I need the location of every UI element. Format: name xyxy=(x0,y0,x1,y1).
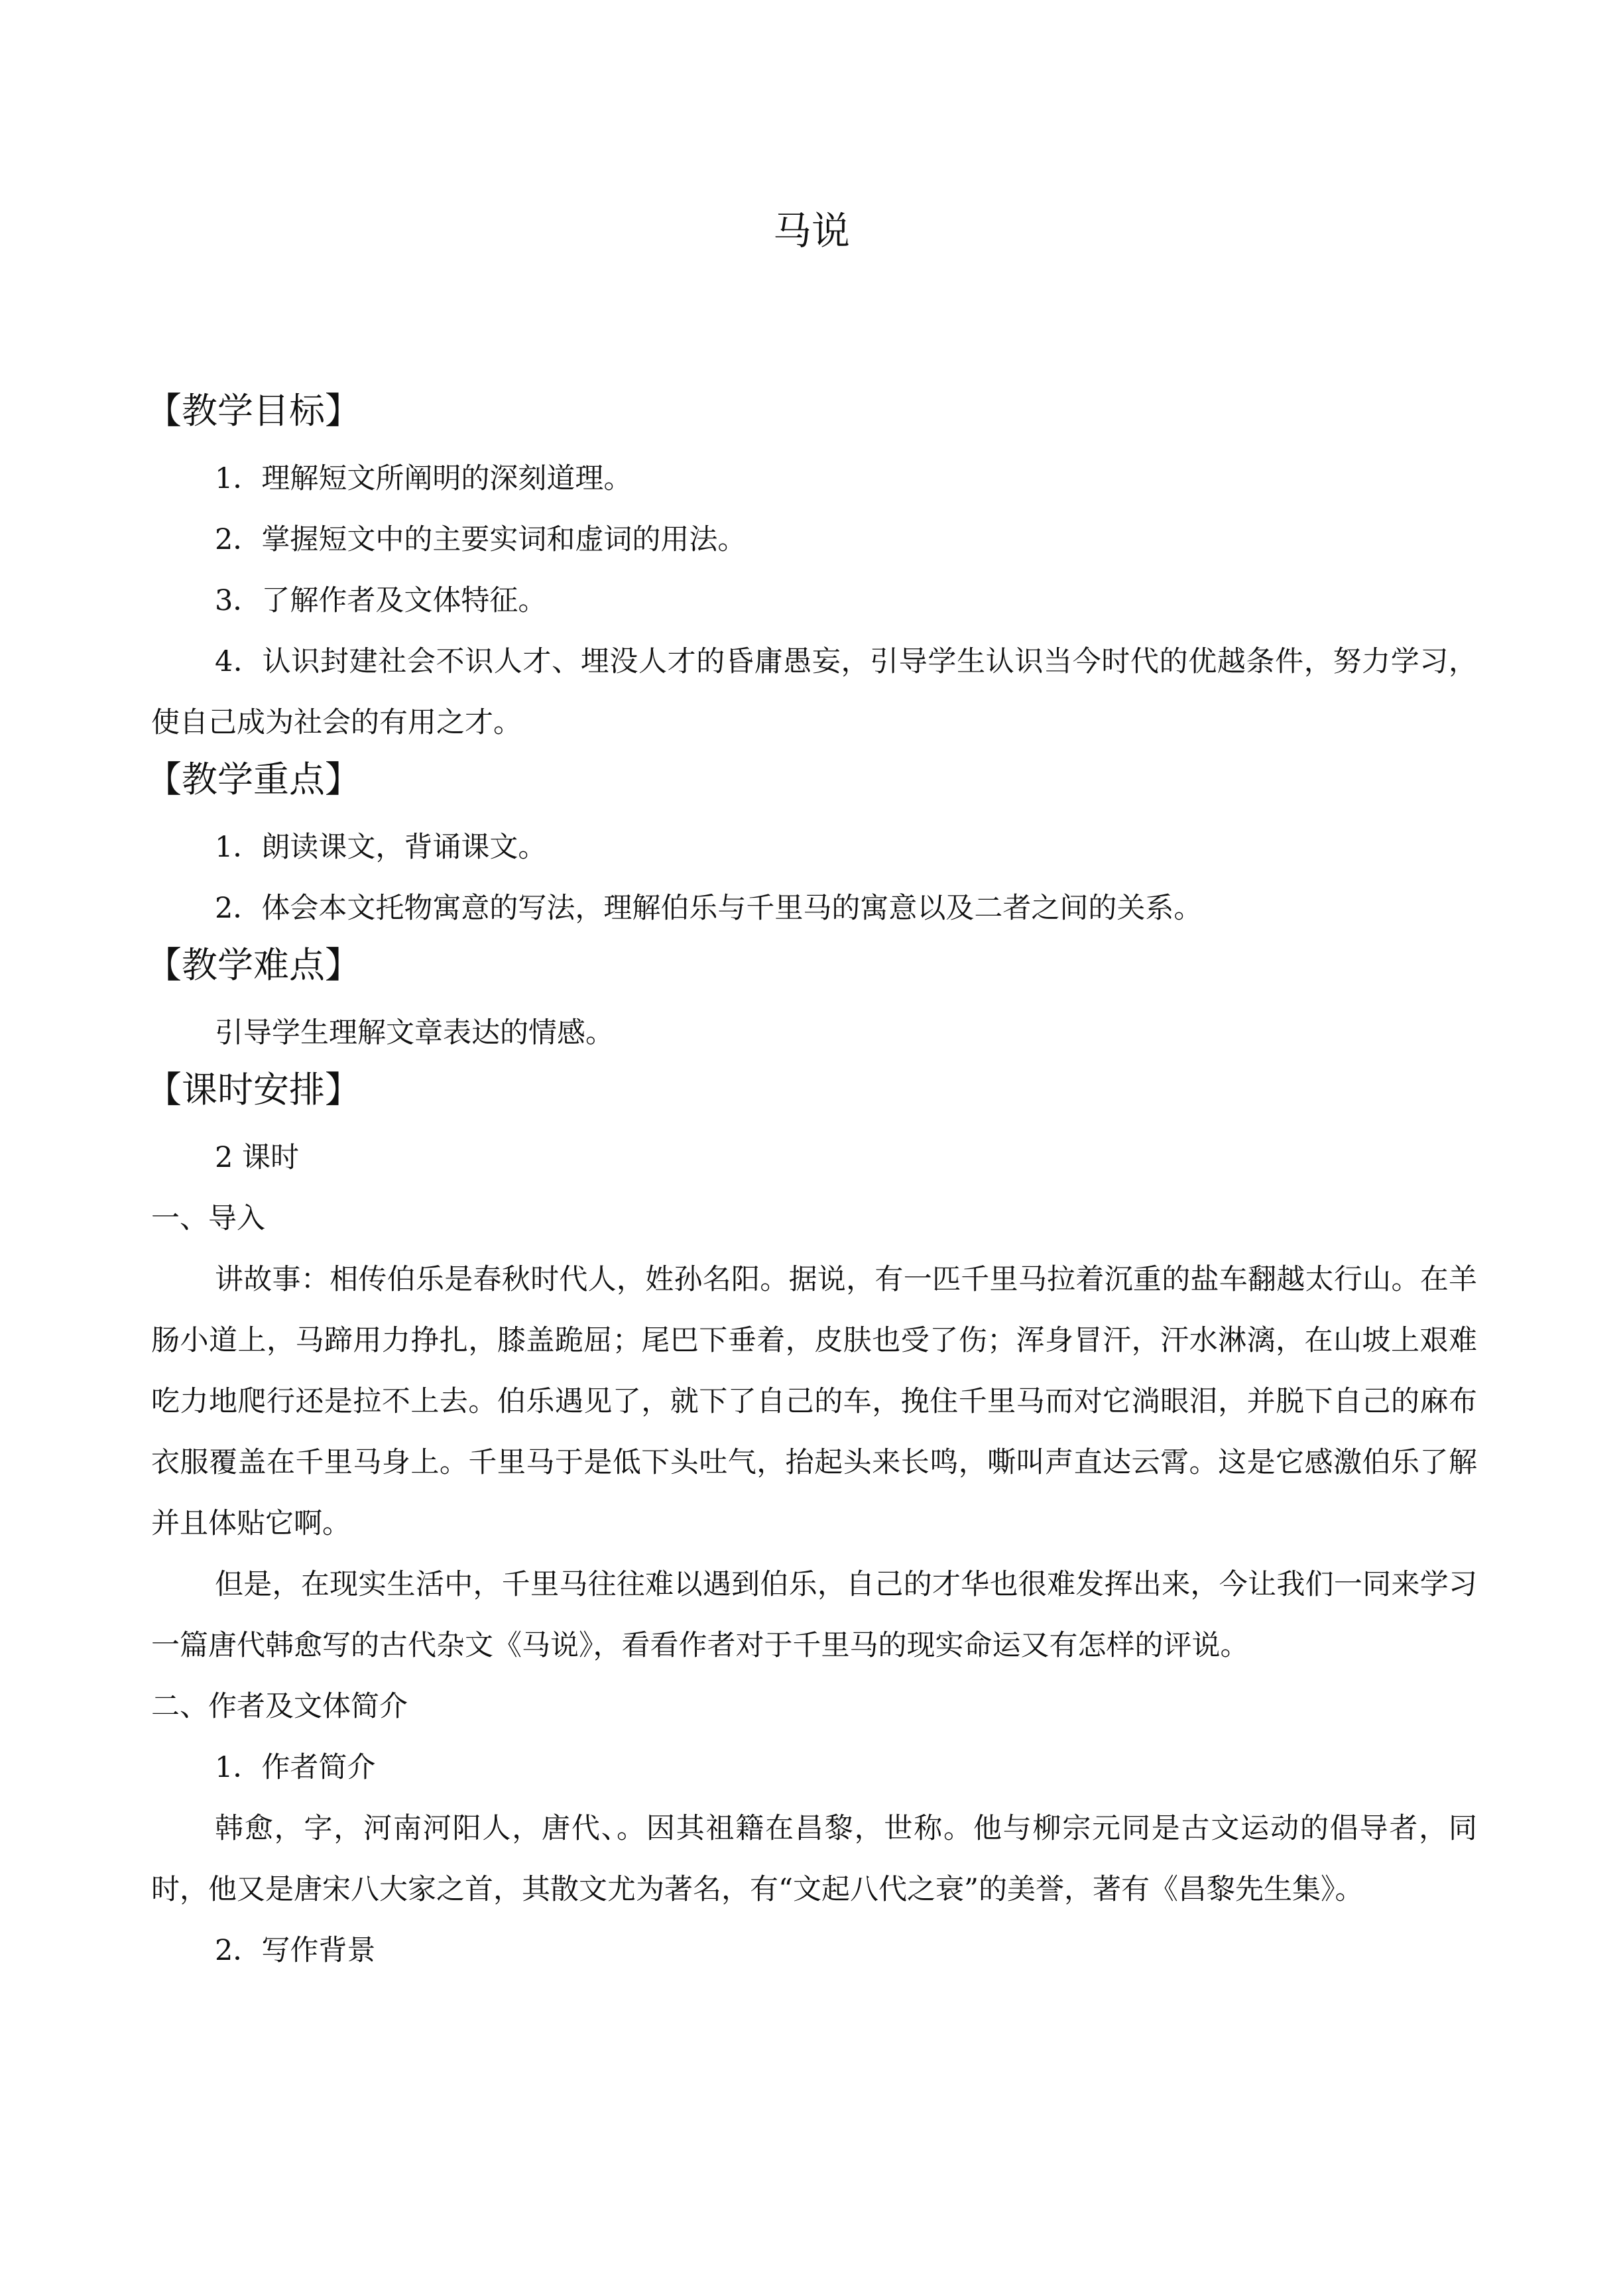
part2-sub1-text: 韩愈，字，河南河阳人，唐代、。因其祖籍在昌黎，世称。他与柳宗元同是古文运动的倡导者，同时，他又是唐宋八大家之首，其散文尤为著名，有“文起八代之衰”的美誉，著有《昌黎先生集》。 xyxy=(151,1812,1477,1906)
heading-key-points: 【教学重点】 xyxy=(146,758,361,800)
part2-sub1-heading: 1．作者简介 xyxy=(215,1751,376,1784)
heading-difficulties: 【教学难点】 xyxy=(146,944,361,986)
objective-item-4: 4．认识封建社会不识人才、埋没人才的昏庸愚妄，引导学生认识当今时代的优越条件，努力学习，使自己成为社会的有用之才。 xyxy=(151,645,1477,739)
document-body xyxy=(146,385,1477,1981)
key-point-item-2: 2．体会本文托物寓意的写法，理解伯乐与千里马的寓意以及二者之间的关系。 xyxy=(215,892,1203,925)
schedule-text: 2 课时 xyxy=(215,1141,300,1174)
difficulty-text: 引导学生理解文章表达的情感。 xyxy=(215,1016,614,1050)
document-title: 马说 xyxy=(772,208,850,253)
objective-item-3: 3．了解作者及文体特征。 xyxy=(215,584,547,617)
part2-heading: 二、作者及文体简介 xyxy=(151,1690,408,1723)
key-point-item-1: 1．朗读课文，背诵课文。 xyxy=(215,831,547,864)
objective-item-1: 1．理解短文所阐明的深刻道理。 xyxy=(215,462,632,495)
part1-paragraph-2: 但是，在现实生活中，千里马往往难以遇到伯乐，自己的才华也很难发挥出来，今让我们一同来学习一篇唐代韩愈写的古代杂文《马说》，看看作者对于千里马的现实命运又有怎样的评说。 xyxy=(151,1568,1477,1662)
heading-schedule: 【课时安排】 xyxy=(146,1069,361,1111)
part2-sub2-heading: 2．写作背景 xyxy=(215,1934,376,1967)
part1-heading: 一、导入 xyxy=(151,1202,265,1235)
objective-item-2: 2．掌握短文中的主要实词和虚词的用法。 xyxy=(215,523,747,556)
heading-objectives: 【教学目标】 xyxy=(146,390,361,432)
part1-paragraph-1: 讲故事：相传伯乐是春秋时代人，姓孙名阳。据说，有一匹千里马拉着沉重的盐车翻越太行山。在羊肠小道上，马蹄用力挣扎，膝盖跪屈；尾巴下垂着，皮肤也受了伤；浑身冒汗，汗水淋漓，在山坡上艰难吃力地爬行还是拉不上去。伯乐遇见了，就下了自己的车，挽住千里马而对它淌眼泪，并脱下自己的麻布衣服覆盖在千里马身上。千里马于是低下头吐气，抬起头来长鸣，嘶叫声直达云霄。这是它感激伯乐了解并且体贴它啊。 xyxy=(151,1263,1477,1540)
